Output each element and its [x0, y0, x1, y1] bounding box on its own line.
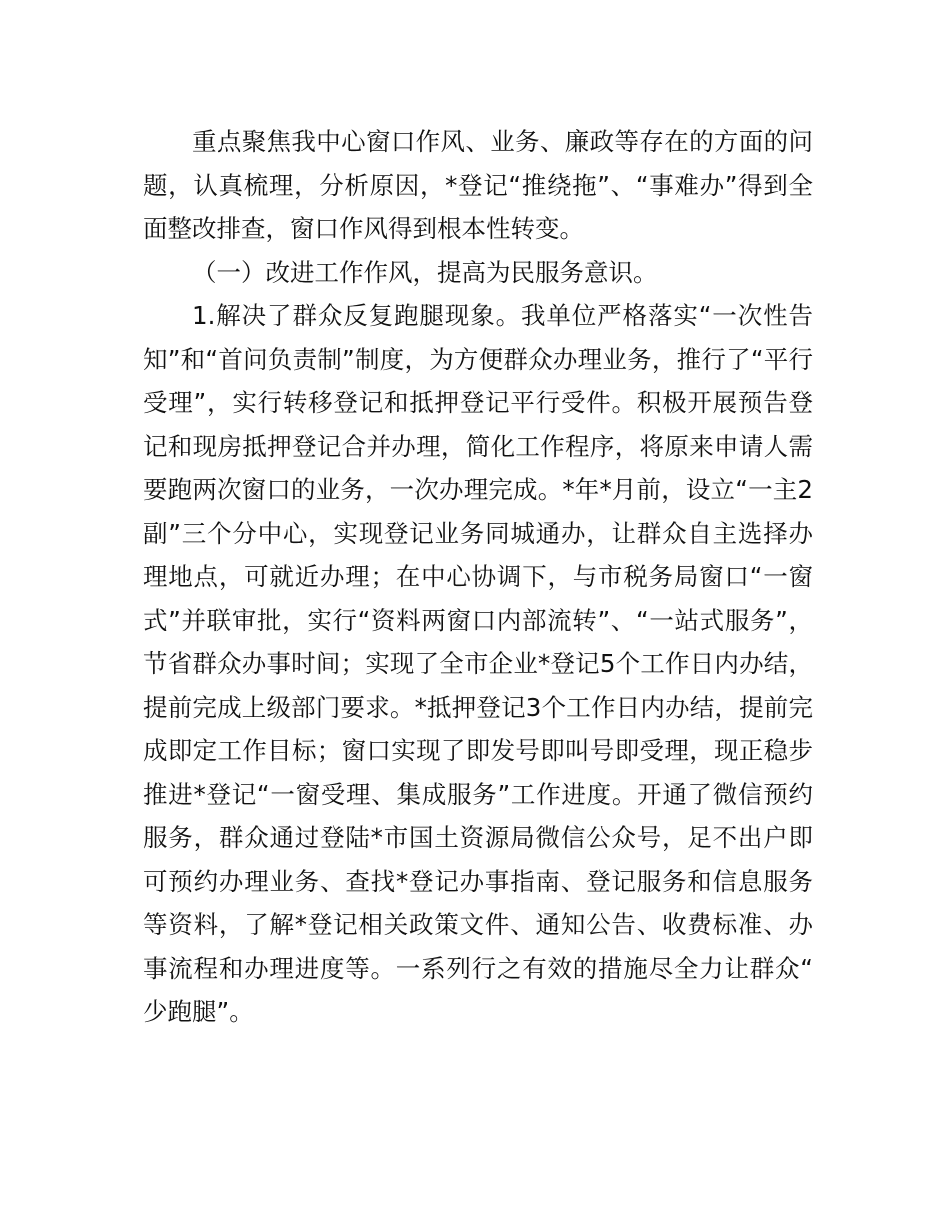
paragraph-detail: 1.解决了群众反复跑腿现象。我单位严格落实“一次性告知”和“首问负责制”制度，为方便群众办理业务，推行了“平行受理”，实行转移登记和抵押登记平行受件。积极开展预告登记和现房抵押登记合并办理，简化工作程序，将原来申请人需要跑两次窗口的业务，一次办理完成。*年*月前，设立“一主2副”三个分中心，实现登记业务同城通办，让群众自主选择办理地点，可就近办理；在中心协调下，与市税务局窗口“一窗式”并联审批，实行“资料两窗口内部流转”、“一站式服务”，节省群众办事时间；实现了全市企业*登记5个工作日内办结，提前完成上级部门要求。*抵押登记3个工作日内办结，提前完成即定工作目标；窗口实现了即发号即叫号即受理，现正稳步推进*登记“一窗受理、集成服务”工作进度。开通了微信预约服务，群众通过登陆*市国土资源局微信公众号，足不出户即可预约办理业务、查找*登记办事指南、登记服务和信息服务等资料，了解*登记相关政策文件、通知公告、收费标准、办事流程和办理进度等。一系列行之有效的措施尽全力让群众“少跑腿”。: [143, 301, 813, 1026]
paragraph-intro: 重点聚焦我中心窗口作风、业务、廉政等存在的方面的问题，认真梳理，分析原因，*登记“推绕拖”、“事难办”得到全面整改排查，窗口作风得到根本性转变。: [143, 127, 813, 243]
document-body: [143, 120, 813, 1034]
section-heading: （一）改进工作作风，提高为民服务意识。: [192, 257, 658, 287]
